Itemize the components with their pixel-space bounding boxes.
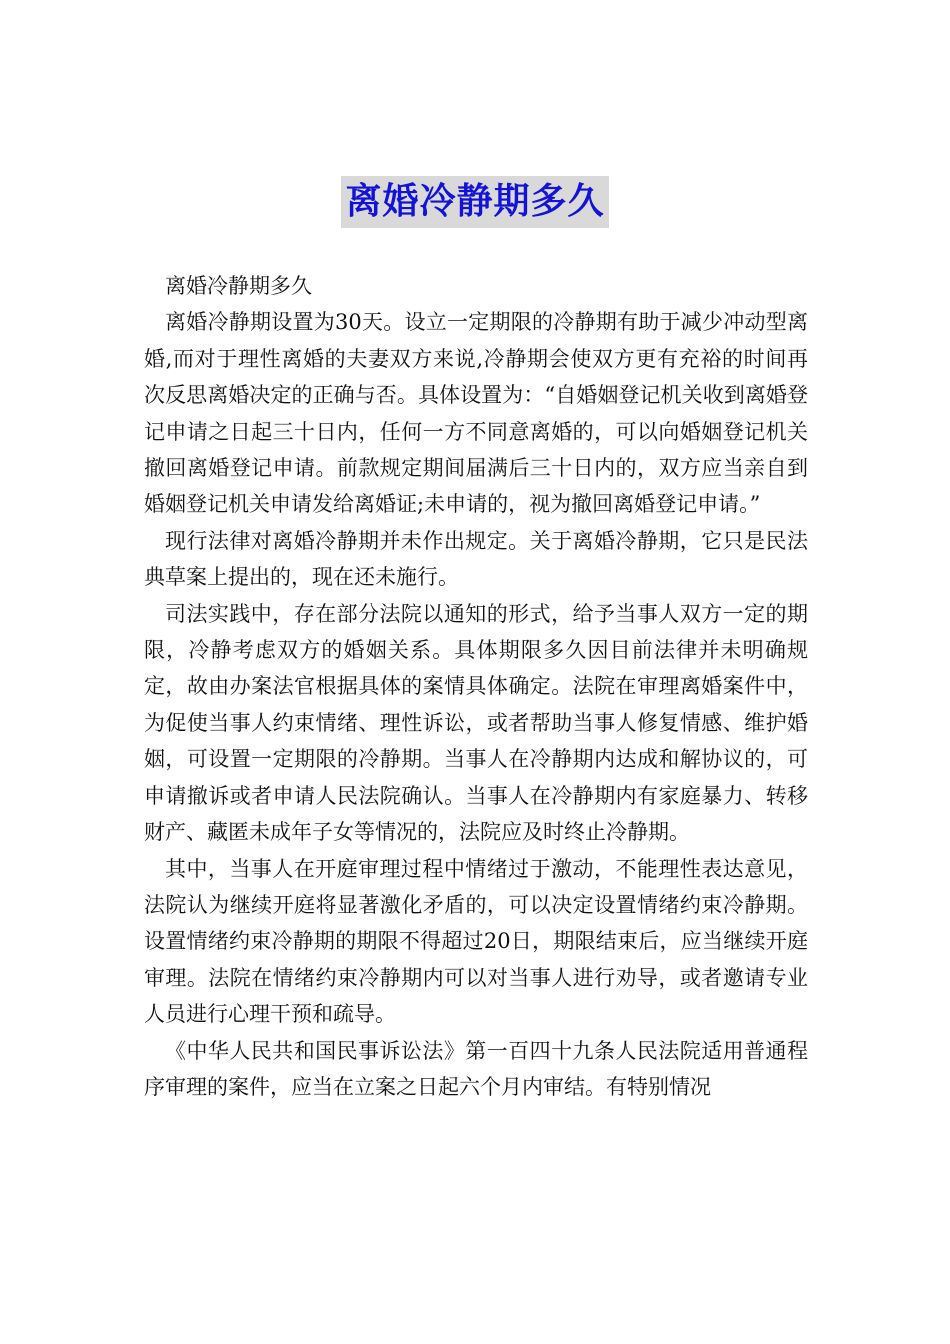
document-body (144, 268, 808, 1105)
paragraph-cooling-period-setting: 离婚冷静期设置为30天。设立一定期限的冷静期有助于减少冲动型离婚,而对于理性离婚的夫妻双方来说,冷静期会使双方更有充裕的时间再次反思离婚决定的正确与否。具体设置为：“自婚姻登记机关收到离婚登记申请之日起三十日内，任何一方不同意离婚的，可以向婚姻登记机关撤回离婚登记申请。前款规定期间届满后三十日内的，双方应当亲自到婚姻登记机关申请发给离婚证;未申请的，视为撤回离婚登记申请。” (144, 310, 808, 517)
paragraph-civil-procedure-law: 《中华人民共和国民事诉讼法》第一百四十九条人民法院适用普通程序审理的案件，应当在立案之日起六个月内审结。有特别情况 (144, 1038, 808, 1099)
paragraph-current-law: 现行法律对离婚冷静期并未作出规定。关于离婚冷静期，它只是民法典草案上提出的，现在还未施行。 (144, 528, 808, 590)
paragraph-heading: 离婚冷静期多久 (165, 274, 312, 298)
paragraph-judicial-practice: 司法实践中，存在部分法院以通知的形式，给予当事人双方一定的期限，冷静考虑双方的婚姻关系。具体期限多久因目前法律并未明确规定，故由办案法官根据具体的案情具体确定。法院在审理离婚案件中，为促使当事人约束情绪、理性诉讼，或者帮助当事人修复情感、维护婚姻，可设置一定期限的冷静期。当事人在冷静期内达成和解协议的，可申请撤诉或者申请人民法院确认。当事人在冷静期内有家庭暴力、转移财产、藏匿未成年子女等情况的，法院应及时终止冷静期。 (144, 601, 808, 845)
title-container (0, 176, 950, 228)
paragraph-emotion-restraint: 其中，当事人在开庭审理过程中情绪过于激动，不能理性表达意见，法院认为继续开庭将显著激化矛盾的，可以决定设置情绪约束冷静期。设置情绪约束冷静期的期限不得超过20日，期限结束后，应当继续开庭审理。法院在情绪约束冷静期内可以对当事人进行劝导，或者邀请专业人员进行心理干预和疏导。 (144, 856, 808, 1027)
document-title: 离婚冷静期多久 (341, 176, 608, 228)
